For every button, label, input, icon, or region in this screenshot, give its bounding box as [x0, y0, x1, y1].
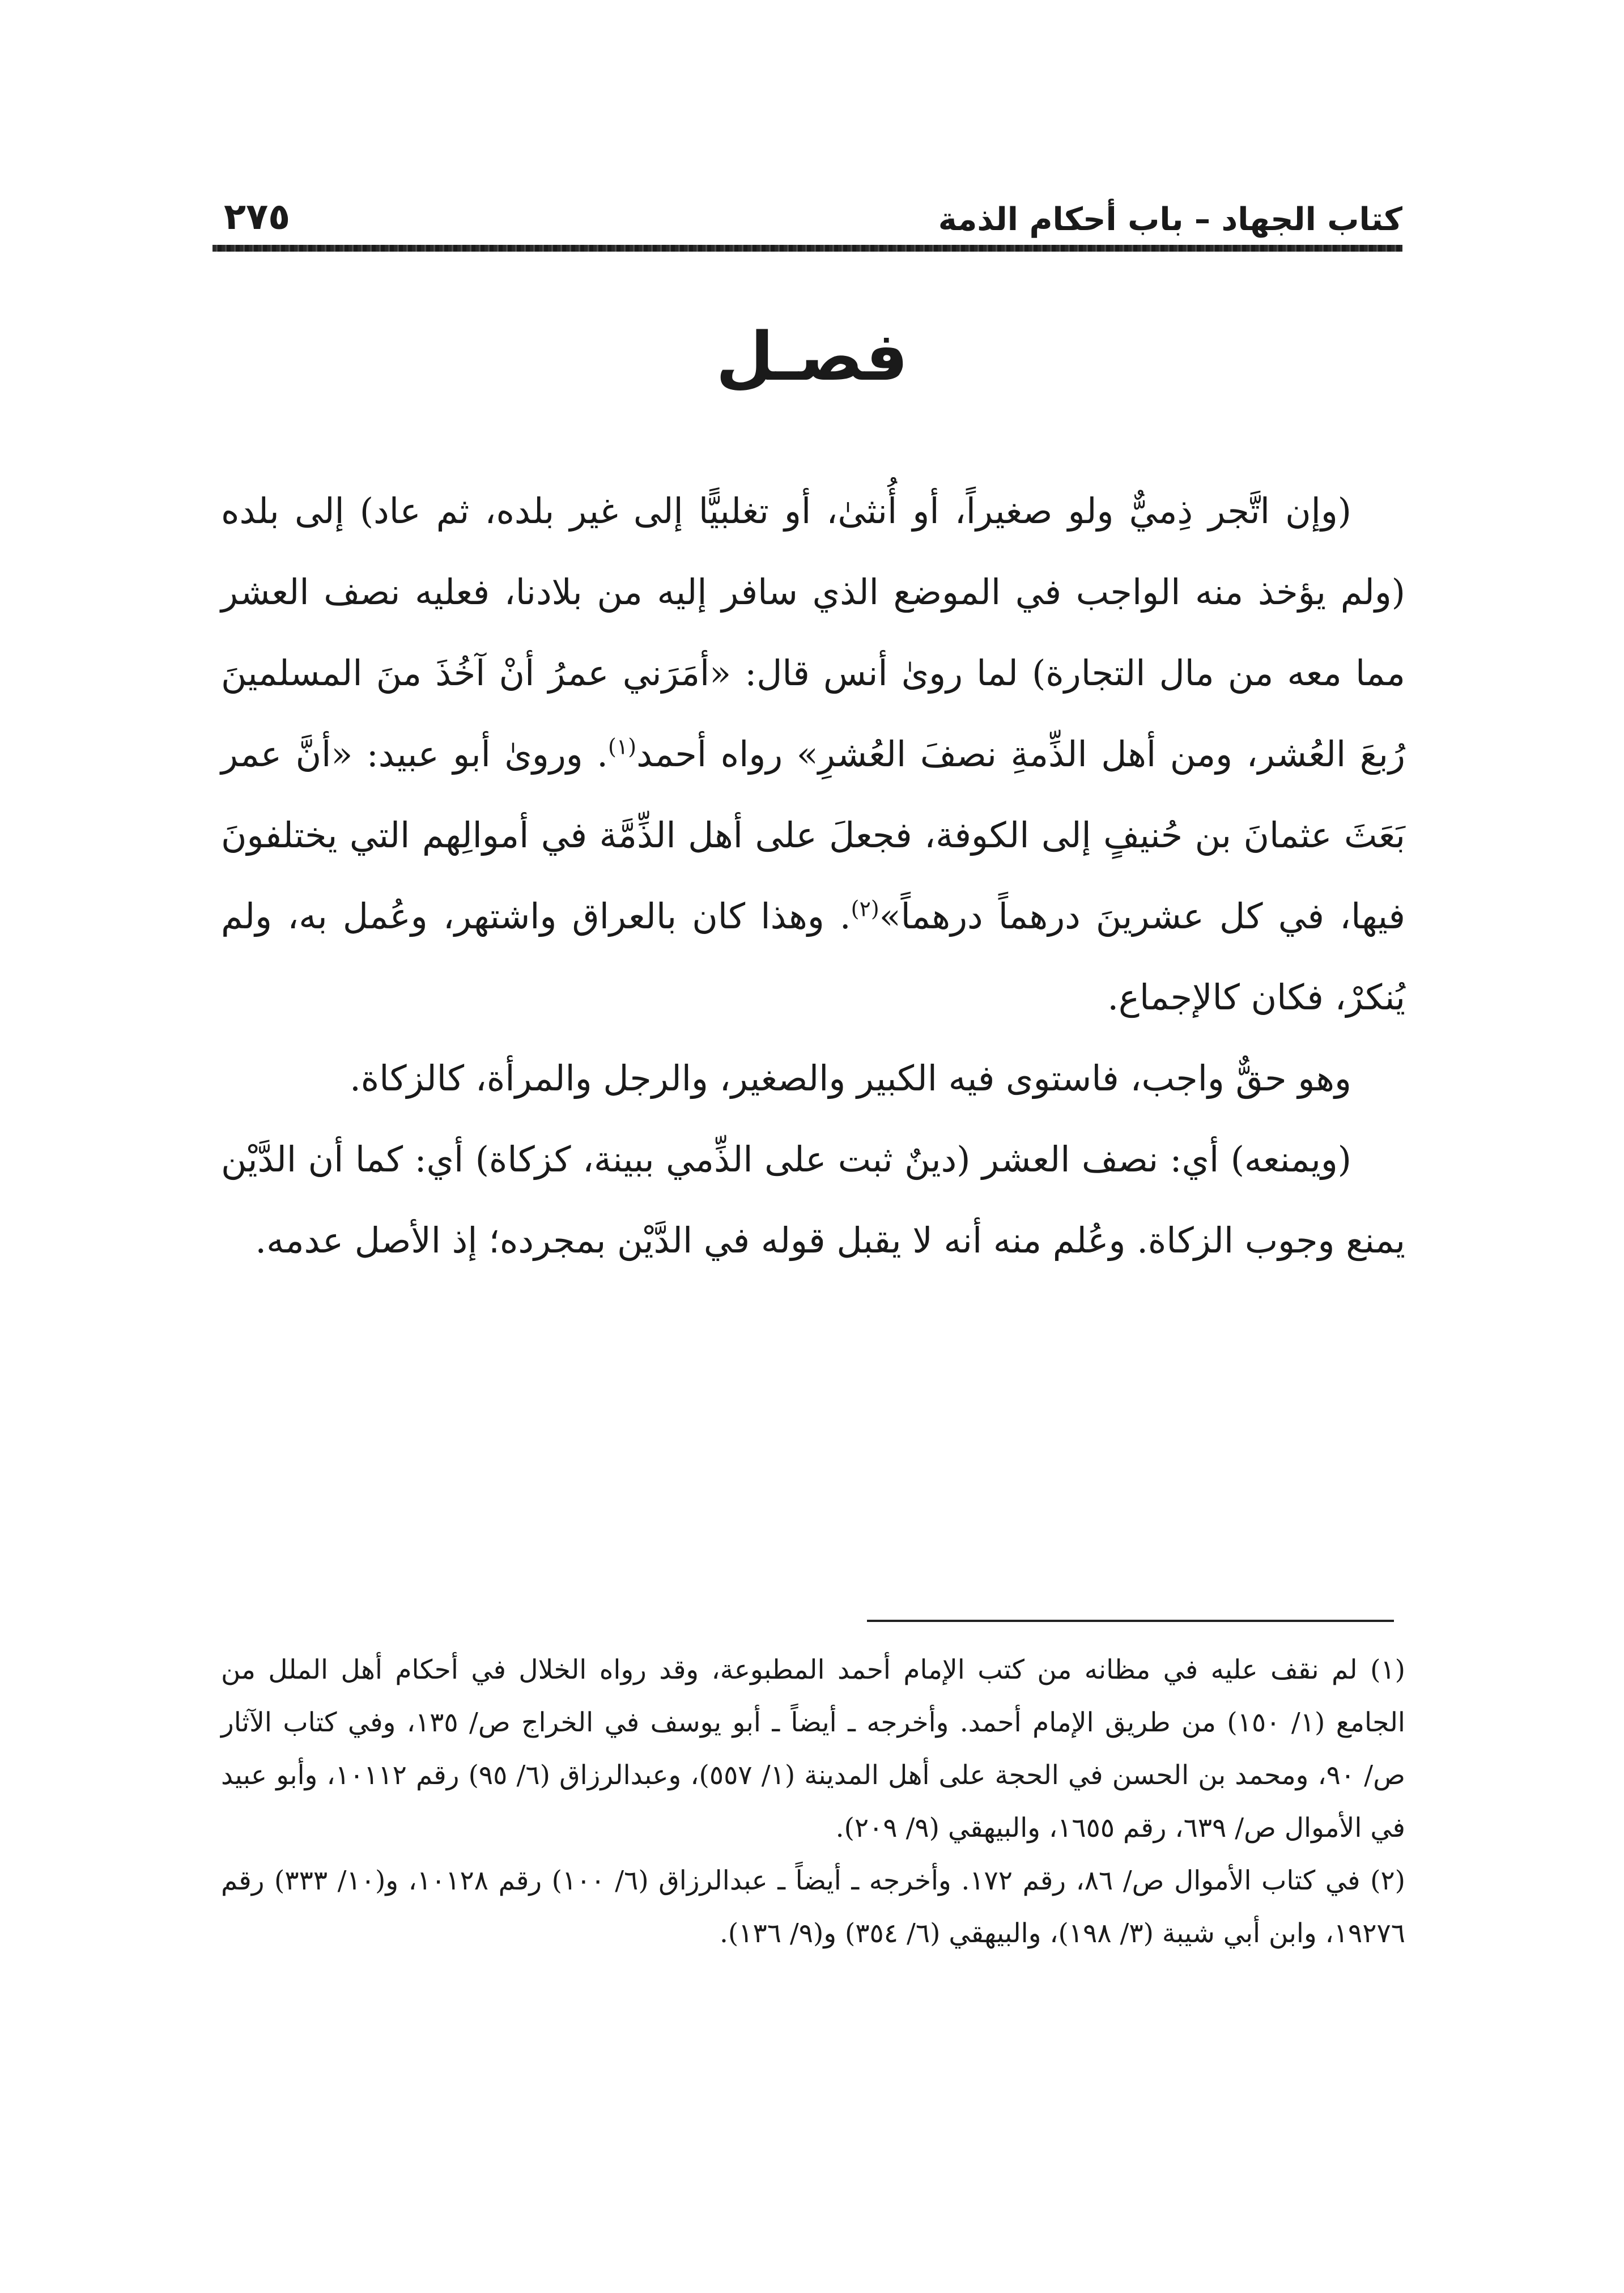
page-number: ٢٧٥ [224, 196, 291, 238]
section-title: فصـل [716, 317, 908, 396]
body-text [221, 470, 1405, 1281]
page-header [224, 176, 1402, 238]
footnote-2: (٢) في كتاب الأموال ص/ ٨٦، رقم ١٧٢. وأخرجه ـ أيضاً ـ عبدالرزاق (٦/ ١٠٠) رقم ١٠١٢٨، و(١٠/ ٣٣٣) رقم ١٩٢٧٦، وابن أبي شيبة (٣/ ١٩٨)، والبيهقي (٦/ ٣٥٤) و(٩/ ١٣٦). [221, 1865, 1406, 1949]
paragraph-3: (ويمنعه) أي: نصف العشر (دينٌ ثبت على الذِّمي ببينة، كزكاة) أي: كما أن الدَّيْن يمنع وجوب الزكاة. وعُلم منه أنه لا يقبل قوله في الدَّيْن بمجرده؛ إذ الأصل عدمه. [221, 1139, 1405, 1261]
footnote-ref-1: (١) [608, 734, 637, 759]
paragraph-1-text-c: . وهذا كان بالعراق واشتهر، وعُمل به، ولم يُنكرْ، فكان كالإجماع. [221, 895, 1405, 1018]
header-rule [212, 245, 1402, 252]
footnote-separator [867, 1620, 1394, 1622]
footnote-1: (١) لم نقف عليه في مظانه من كتب الإمام أحمد المطبوعة، وقد رواه الخلال في أحكام أهل الملل من الجامع (١/ ١٥٠) من طريق الإمام أحمد. وأخرجه ـ أيضاً ـ أبو يوسف في الخراج ص/ ١٣٥، وفي كتاب الآثار ص/ ٩٠، ومحمد بن الحسن في الحجة على أهل المدينة (١/ ٥٥٧)، وعبدالرزاق (٦/ ٩٥) رقم ١٠١١٢، وأبو عبيد في الأموال ص/ ٦٣٩، رقم ١٦٥٥، والبيهقي (٩/ ٢٠٩). [221, 1654, 1405, 1844]
footnote-ref-2: (٢) [851, 896, 879, 922]
paragraph-2: وهو حقٌّ واجب، فاستوى فيه الكبير والصغير، والرجل والمرأة، كالزكاة. [350, 1058, 1351, 1099]
running-title: كتاب الجهاد – باب أحكام الذمة [938, 201, 1402, 238]
paragraph-1-text-b: . وروىٰ أبو عبيد: «أنَّ عمر بَعَثَ عثمانَ بن حُنيفٍ إلى الكوفة، فجعلَ على أهل الذِّمَّة في أموالِهم التي يختلفونَ فيها، في كل عشرينَ درهماً درهماً» [221, 733, 1405, 937]
paragraph-1-text: (وإن اتَّجر ذِميٌّ ولو صغيراً، أو أُنثىٰ، أو تغلبيًّا إلى غير بلده، ثم عاد) إلى بلده (ولم يؤخذ منه الواجب في الموضع الذي سافر إليه من بلادنا، فعليه نصف العشر مما معه من مال التجارة) لما روىٰ أنس قال: «أمَرَني عمرُ أنْ آخُذَ منَ المسلمينَ رُبعَ العُشر، ومن أهل الذِّمةِ نصفَ العُشرِ» رواه أحمد [221, 490, 1405, 775]
footnotes [221, 1644, 1405, 1960]
paragraph-1 [221, 470, 1405, 1038]
